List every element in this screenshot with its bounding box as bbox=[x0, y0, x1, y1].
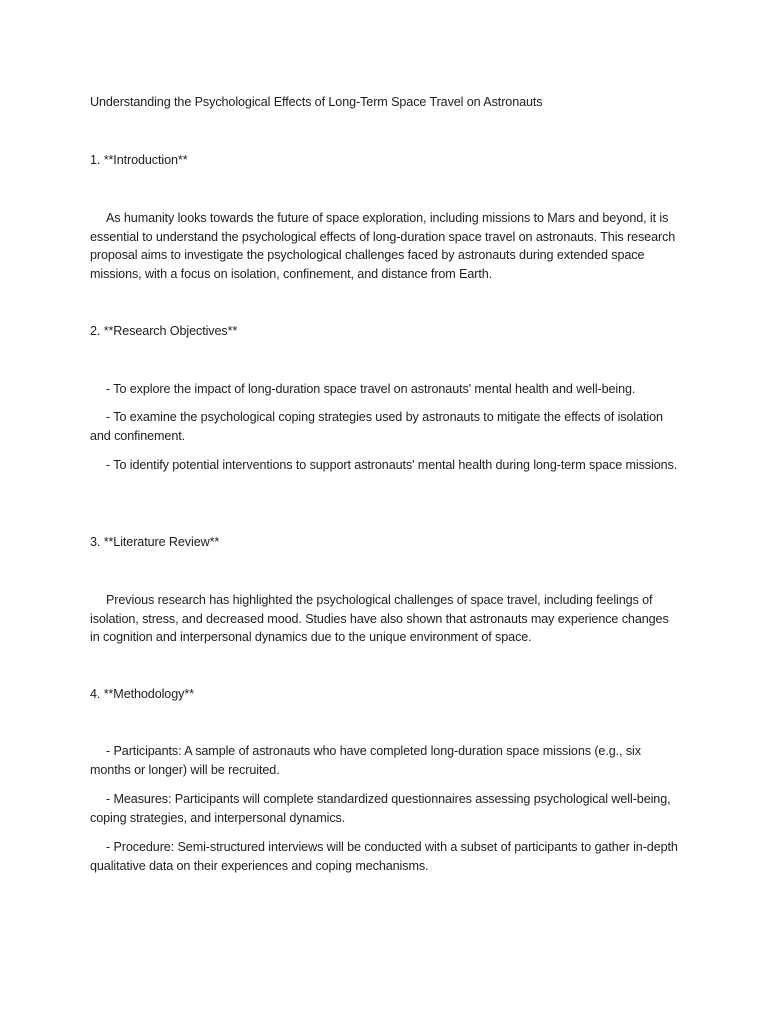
section-heading-methodology: 4. **Methodology** bbox=[90, 687, 194, 701]
literature-review-paragraph: Previous research has highlighted the psychological challenges of space travel, including feelings of isolation, stress, and decreased mood. Studies have also shown that astronauts may experience changes in cognition and interpersonal dynamics due to the unique environment of space. bbox=[90, 593, 669, 644]
methodology-item-procedure: - Procedure: Semi-structured interviews will be conducted with a subset of participants to gather in-depth qualitative data on their experiences and coping mechanisms. bbox=[90, 840, 678, 873]
methodology-item-measures: - Measures: Participants will complete standardized questionnaires assessing psychological well-being, coping strategies, and interpersonal dynamics. bbox=[90, 792, 671, 825]
document-title: Understanding the Psychological Effects of Long-Term Space Travel on Astronauts bbox=[90, 95, 543, 109]
objective-item-2: - To examine the psychological coping strategies used by astronauts to mitigate the effects of isolation and confinement. bbox=[90, 410, 663, 443]
section-heading-research-objectives: 2. **Research Objectives** bbox=[90, 324, 238, 338]
section-heading-introduction: 1. **Introduction** bbox=[90, 153, 188, 167]
objective-item-1: - To explore the impact of long-duration space travel on astronauts' mental health and well-being. bbox=[106, 382, 636, 396]
introduction-paragraph: As humanity looks towards the future of space exploration, including missions to Mars and beyond, it is essential to understand the psychological effects of long-duration space travel on astronauts. This research proposal aims to investigate the psychological challenges faced by astronauts during extended space missions, with a focus on isolation, confinement, and distance from Earth. bbox=[90, 211, 676, 281]
objective-item-3: - To identify potential interventions to support astronauts' mental health during long-term space missions. bbox=[106, 458, 678, 472]
section-heading-literature-review: 3. **Literature Review** bbox=[90, 535, 220, 549]
methodology-item-participants: - Participants: A sample of astronauts who have completed long-duration space missions (e.g., six months or longer) will be recruited. bbox=[90, 744, 641, 777]
